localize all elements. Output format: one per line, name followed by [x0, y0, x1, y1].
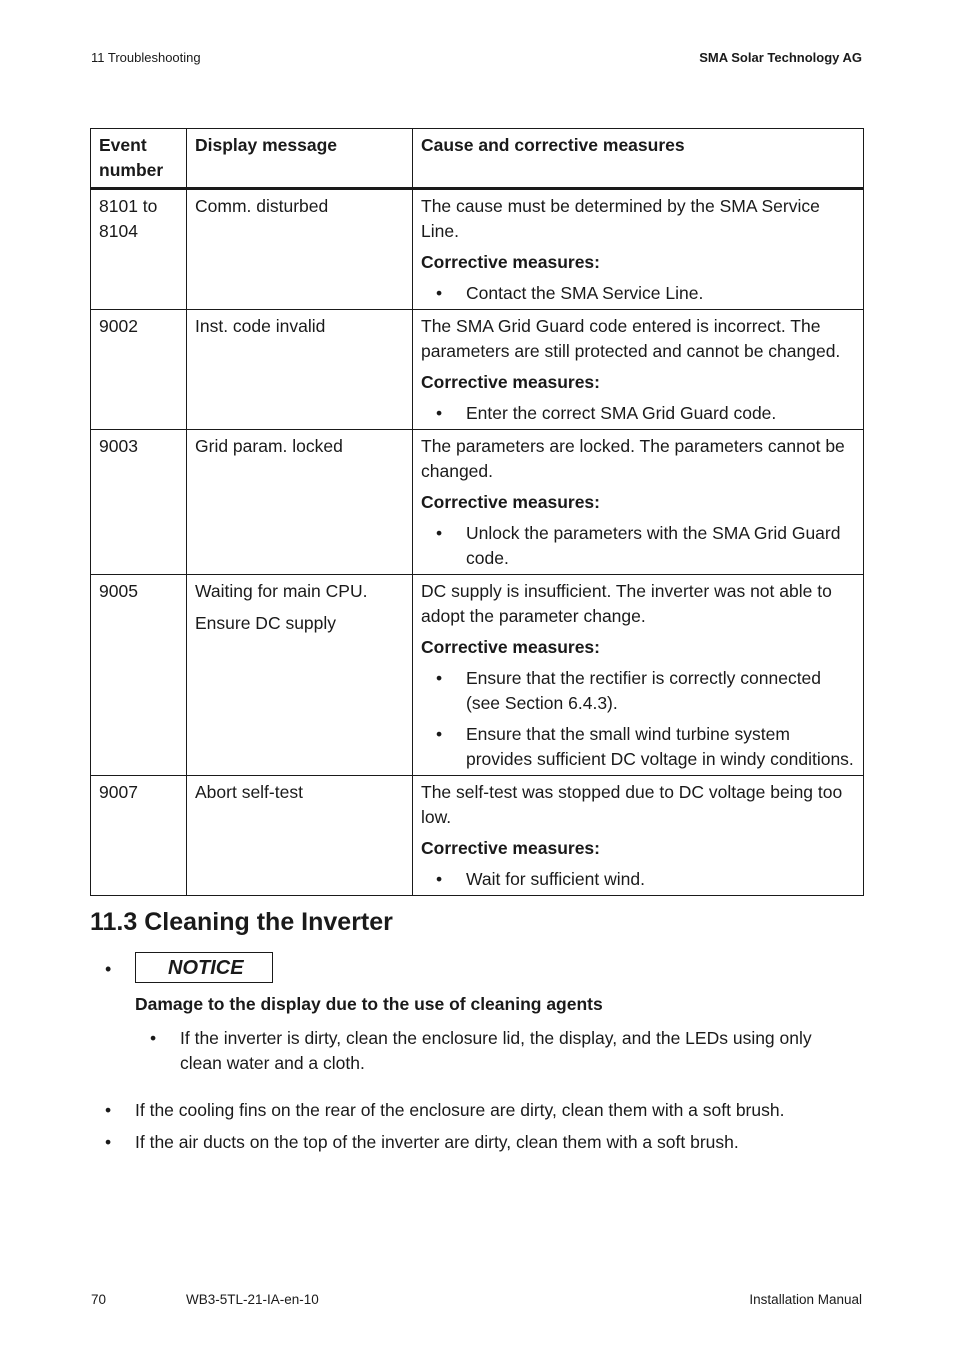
cause-cell — [413, 575, 864, 776]
cause-cell — [413, 189, 864, 310]
table-row — [91, 575, 864, 776]
list-item: • If the cooling fins on the rear of the enclosure are dirty, clean them with a soft brush. — [90, 1098, 860, 1123]
header-chapter: 11 Troubleshooting — [91, 50, 201, 65]
measures-list — [421, 666, 856, 772]
display-message-cell — [187, 310, 413, 430]
event-number: 9007 — [91, 776, 187, 896]
notice-label: NOTICE — [135, 952, 273, 983]
column-header: Event number — [91, 129, 187, 189]
display-message: Comm. disturbed — [195, 196, 329, 216]
corrective-label: Corrective measures: — [421, 637, 600, 657]
display-message: Abort self-test — [195, 782, 303, 802]
table-row — [91, 430, 864, 575]
list-item: • Ensure that the rectifier is correctly connected (see Section 6.4.3). — [421, 666, 856, 716]
column-header: Display message — [187, 129, 413, 189]
cleaning-list — [90, 1098, 860, 1162]
display-message-cell — [187, 430, 413, 575]
column-header: Cause and corrective measures — [413, 129, 864, 189]
list-item: • Enter the correct SMA Grid Guard code. — [421, 401, 856, 426]
table-row — [91, 189, 864, 310]
corrective-label: Corrective measures: — [421, 838, 600, 858]
list-item: • Ensure that the small wind turbine system provides sufficient DC voltage in windy conditions. — [421, 722, 856, 772]
bullet: • — [105, 959, 112, 979]
list-item: • Contact the SMA Service Line. — [421, 281, 856, 306]
cause-text: DC supply is insufficient. The inverter was not able to adopt the parameter change. — [421, 581, 832, 626]
table-row — [91, 776, 864, 896]
cause-text: The cause must be determined by the SMA Service Line. — [421, 196, 820, 241]
event-number: 9005 — [91, 575, 187, 776]
cause-text: The self-test was stopped due to DC voltage being too low. — [421, 782, 843, 827]
display-message-cell — [187, 575, 413, 776]
corrective-label: Corrective measures: — [421, 372, 600, 392]
page-number: 70 — [91, 1292, 107, 1307]
display-message: Ensure DC supply — [195, 613, 337, 633]
cause-cell — [413, 430, 864, 575]
event-table — [90, 128, 864, 896]
notice-title: Damage to the display due to the use of cleaning agents — [135, 994, 603, 1014]
document-id: WB3-5TL-21-IA-en-10 — [186, 1292, 319, 1307]
list-item: • Unlock the parameters with the SMA Grid Guard code. — [421, 521, 856, 571]
table-header-row — [91, 129, 864, 189]
cause-cell — [413, 776, 864, 896]
measures-list — [421, 867, 856, 892]
section-title: 11.3 Cleaning the Inverter — [90, 908, 393, 936]
display-message: Grid param. locked — [195, 436, 343, 456]
notice-list — [135, 1026, 855, 1076]
corrective-label: Corrective measures: — [421, 252, 600, 272]
display-message-cell — [187, 189, 413, 310]
display-message: Waiting for main CPU. — [195, 581, 368, 601]
cause-cell — [413, 310, 864, 430]
display-message: Inst. code invalid — [195, 316, 326, 336]
measures-list — [421, 521, 856, 571]
display-message-cell — [187, 776, 413, 896]
list-item: • Wait for sufficient wind. — [421, 867, 856, 892]
table-row — [91, 310, 864, 430]
list-item: • If the inverter is dirty, clean the enclosure lid, the display, and the LEDs using only clean water and a cloth. — [135, 1026, 855, 1076]
measures-list — [421, 401, 856, 426]
event-number: 9003 — [91, 430, 187, 575]
cause-text: The SMA Grid Guard code entered is incorrect. The parameters are still protected and cannot be changed. — [421, 316, 841, 361]
event-number: 9002 — [91, 310, 187, 430]
event-number: 8101 to 8104 — [91, 189, 187, 310]
list-item: • If the air ducts on the top of the inverter are dirty, clean them with a soft brush. — [90, 1130, 860, 1155]
corrective-label: Corrective measures: — [421, 492, 600, 512]
cause-text: The parameters are locked. The parameters cannot be changed. — [421, 436, 845, 481]
measures-list — [421, 281, 856, 306]
manual-name: Installation Manual — [749, 1292, 862, 1307]
header-company: SMA Solar Technology AG — [699, 50, 862, 65]
